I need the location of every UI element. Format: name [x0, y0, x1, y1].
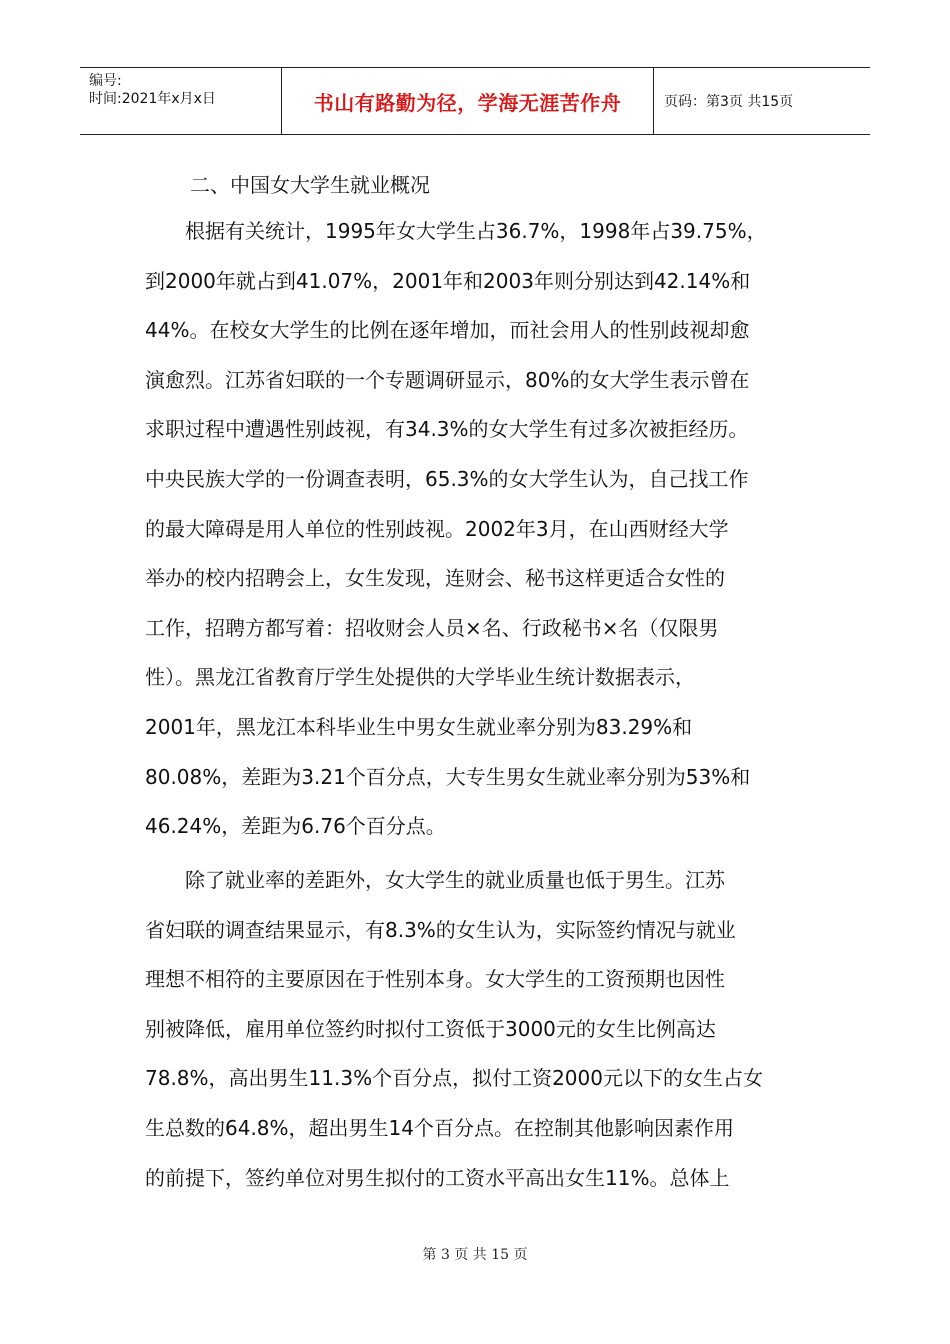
paragraph-line: 生总数的64.8%，超出男生14个百分点。在控制其他影响因素作用: [145, 1115, 734, 1140]
paragraph-line: 80.08%，差距为3.21个百分点，大专生男女生就业率分别为53%和: [145, 764, 751, 789]
paragraph-line: 根据有关统计，1995年女大学生占36.7%，1998年占39.75%，: [145, 219, 767, 243]
paragraph-line: 46.24%，差距为6.76个百分点。: [145, 814, 446, 839]
section-heading: 二、中国女大学生就业概况: [190, 173, 430, 197]
header-motto-cell: [282, 68, 654, 134]
header-page-label: 页码：第3页 共15页: [664, 94, 794, 110]
paragraph-line: 演愈烈。江苏省妇联的一个专题调研显示，80%的女大学生表示曾在: [145, 367, 750, 392]
paragraph-line: 求职过程中遭遇性别歧视，有34.3%的女大学生有过多次被拒经历。: [145, 417, 749, 442]
number-label: 编号:: [89, 73, 122, 89]
paragraph-line: 的前提下，签约单位对男生拟付的工资水平高出女生11%。总体上: [145, 1165, 730, 1190]
paragraph-line: 中央民族大学的一份调查表明，65.3%的女大学生认为，自己找工作: [145, 466, 749, 491]
paragraph-line: 的最大障碍是用人单位的性别歧视。2002年3月，在山西财经大学: [145, 516, 729, 541]
paragraph-line: 省妇联的调查结果显示，有8.3%的女生认为，实际签约情况与就业: [145, 917, 736, 942]
header-meta-cell: [80, 68, 282, 134]
document-header: [80, 67, 870, 135]
motto: 书山有路勤为径，学海无涯苦作舟: [313, 90, 622, 115]
paragraph-line: 性）。黑龙江省教育厅学生处提供的大学毕业生统计数据表示，: [145, 665, 695, 690]
paragraph-line: 别被降低，雇用单位签约时拟付工资低于3000元的女生比例高达: [145, 1016, 716, 1041]
paragraph-line: 78.8%，高出男生11.3%个百分点，拟付工资2000元以下的女生占女: [145, 1066, 763, 1091]
paragraph-line: 举办的校内招聘会上，女生发现，连财会、秘书这样更适合女性的: [145, 566, 725, 591]
paragraph-line: 工作，招聘方都写着：招收财会人员×名、行政秘书×名（仅限男: [145, 615, 719, 640]
paragraph-line: 44%。在校女大学生的比例在逐年增加，而社会用人的性别歧视却愈: [145, 318, 750, 343]
time-label: 时间:2021年x月x日: [89, 91, 216, 107]
header-page-cell: [654, 68, 870, 134]
paragraph-line: 除了就业率的差距外，女大学生的就业质量也低于男生。江苏: [145, 868, 725, 892]
paragraph-2: [145, 856, 763, 1203]
paragraph-line: 2001年，黑龙江本科毕业生中男女生就业率分别为83.29%和: [145, 714, 693, 739]
paragraph-line: 到2000年就占到41.07%，2001年和2003年则分别达到42.14%和: [145, 268, 751, 293]
paragraph-line: 理想不相符的主要原因在于性别本身。女大学生的工资预期也因性: [145, 967, 725, 992]
paragraph-1: [145, 207, 767, 852]
page-footer: 第 3 页 共 15 页: [422, 1247, 528, 1263]
